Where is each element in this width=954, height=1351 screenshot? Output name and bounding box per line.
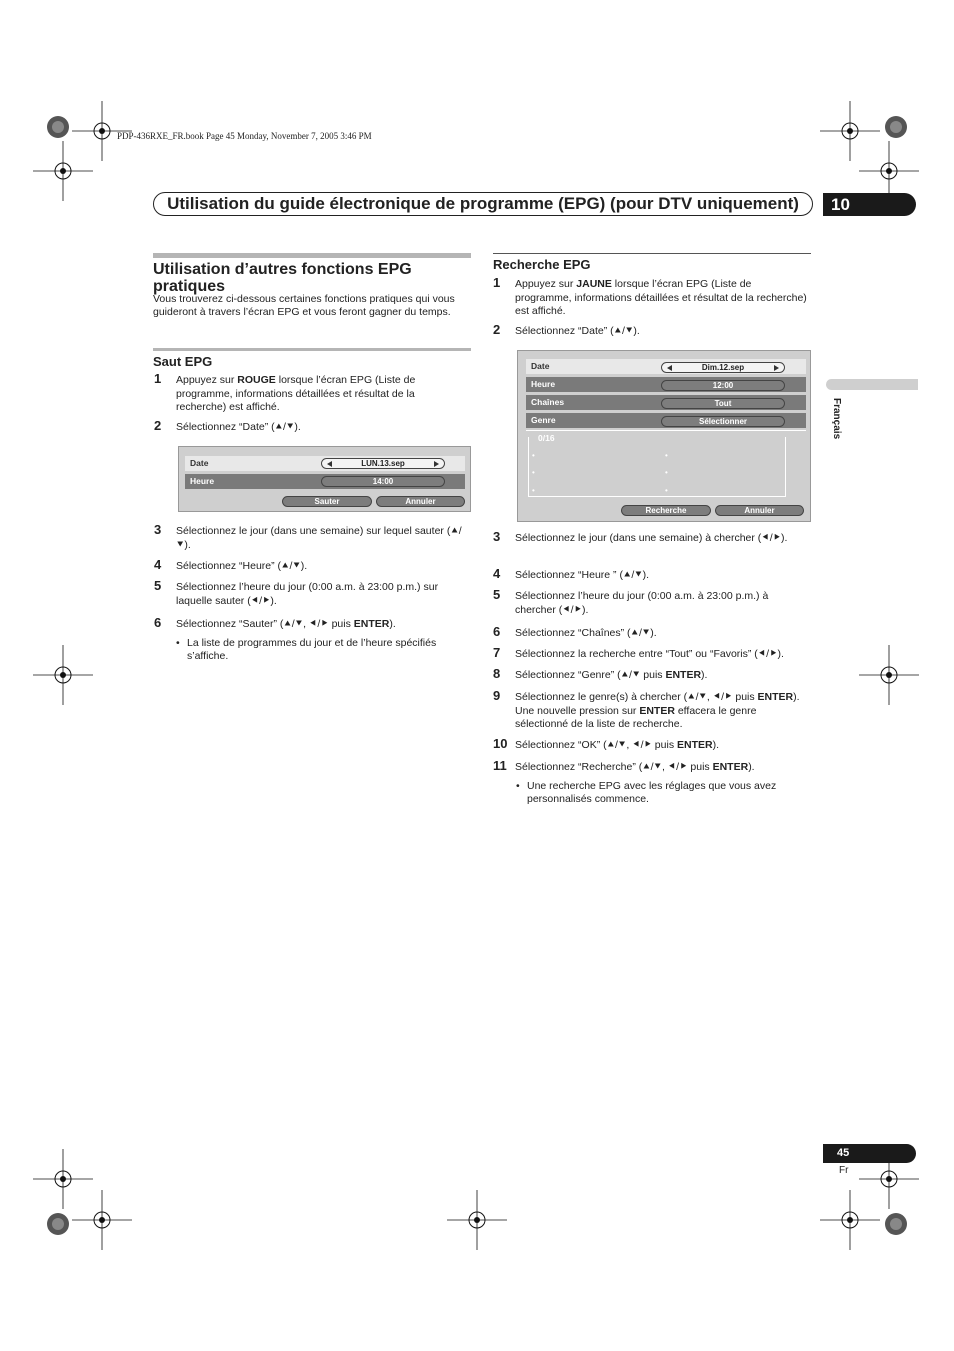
chapter-title: Utilisation du guide électronique de programme (EPG) (pour DTV uniquement) <box>153 192 813 216</box>
osd-heure-value[interactable]: 12:00 <box>661 380 785 391</box>
color-target-icon <box>884 1212 908 1236</box>
recherche-step-1: 1 Appuyez sur JAUNE lorsque l’écran EPG (Liste de programme, informations détaillées et résultat de la recherche) est affiché. <box>493 275 807 317</box>
recherche-step-5: 5 Sélectionnez l’heure du jour (0:00 a.m. à 23:00 p.m.) à chercher (⯇/⯈). <box>493 587 769 616</box>
color-target-icon <box>884 115 908 139</box>
registration-mark-icon <box>859 141 919 201</box>
recherche-step-10: 10 Sélectionnez “OK” (⯅/⯆, ⯇/⯈ puis ENTER). <box>493 736 719 751</box>
osd-date-row[interactable]: Date <box>526 359 806 374</box>
recherche-rule <box>493 253 811 254</box>
chapter-number: 10 <box>823 193 916 216</box>
section-title: Utilisation d’autres fonctions EPG pratiques <box>153 261 412 295</box>
recherche-step-7: 7 Sélectionnez la recherche entre “Tout” ou “Favoris” (⯇/⯈). <box>493 645 784 660</box>
osd-heure-row[interactable]: Heure <box>185 474 465 489</box>
osd-date-row[interactable]: Date <box>185 456 465 471</box>
language-code: Fr <box>839 1165 849 1176</box>
osd-genre-row[interactable]: Genre <box>526 413 806 428</box>
genre-count: 0/16 <box>538 433 555 443</box>
annuler-button[interactable]: Annuler <box>376 496 465 507</box>
registration-mark-icon <box>447 1190 507 1250</box>
language-tab <box>826 379 918 390</box>
osd-genre-value[interactable]: Sélectionner <box>661 416 785 427</box>
recherche-step-6: 6 Sélectionnez “Chaînes” (⯅/⯆). <box>493 624 657 639</box>
osd-divider <box>526 430 806 431</box>
genre-list-box <box>528 437 786 497</box>
sauter-button[interactable]: Sauter <box>282 496 372 507</box>
arrow-right-icon[interactable] <box>774 365 779 371</box>
recherche-step-2: 2 Sélectionnez “Date” (⯅/⯆). <box>493 322 640 337</box>
color-target-icon <box>46 1212 70 1236</box>
recherche-step-9: 9 Sélectionnez le genre(s) à chercher (⯅/⯆, ⯇/⯈ puis ENTER). Une nouvelle pression sur ENTER effacera le genre sélectionné de la liste de recherche. <box>493 688 800 730</box>
language-label: Français <box>831 398 842 440</box>
saut-step-5: 5 Sélectionnez l’heure du jour (0:00 a.m. à 23:00 p.m.) sur laquelle sauter (⯇/⯈). <box>154 578 439 607</box>
registration-mark-icon <box>33 645 93 705</box>
recherche-osd-panel <box>517 350 811 522</box>
saut-step-3: 3 Sélectionnez le jour (dans une semaine) sur lequel sauter (⯅/⯆). <box>154 522 462 551</box>
genre-bullet: • <box>665 468 668 477</box>
genre-bullet: • <box>532 451 535 460</box>
saut-step-4: 4 Sélectionnez “Heure” (⯅/⯆). <box>154 557 308 572</box>
recherche-epg-title: Recherche EPG <box>493 257 591 272</box>
osd-date-selector[interactable]: Dim.12.sep <box>661 362 785 373</box>
section-rule <box>153 253 471 258</box>
annuler-button[interactable]: Annuler <box>715 505 804 516</box>
osd-heure-value[interactable]: 14:00 <box>321 476 445 487</box>
genre-bullet: • <box>532 468 535 477</box>
subsection-rule <box>153 348 471 351</box>
osd-chaines-row[interactable]: Chaînes <box>526 395 806 410</box>
genre-bullet: • <box>532 486 535 495</box>
recherche-step-11: 11 Sélectionnez “Recherche” (⯅/⯆, ⯇/⯈ puis ENTER). <box>493 758 755 773</box>
genre-bullet: • <box>665 451 668 460</box>
osd-heure-row[interactable]: Heure <box>526 377 806 392</box>
genre-bullet: • <box>665 486 668 495</box>
saut-osd-panel <box>178 446 471 512</box>
arrow-right-icon[interactable] <box>434 461 439 467</box>
color-target-icon <box>46 115 70 139</box>
recherche-button[interactable]: Recherche <box>621 505 711 516</box>
file-info: PDP-436RXE_FR.book Page 45 Monday, November 7, 2005 3:46 PM <box>117 131 372 141</box>
recherche-step-4: 4 Sélectionnez “Heure ” (⯅/⯆). <box>493 566 650 581</box>
saut-step-1: 1 Appuyez sur ROUGE lorsque l’écran EPG (Liste de programme, informations détaillées et résultat de la recherche) est affiché. <box>154 371 416 413</box>
intro-text: Vous trouverez ci-dessous certaines fonctions pratiques qui vous guideront à travers l’écran EPG et vous feront gagner du temps. <box>153 293 455 318</box>
registration-mark-icon <box>33 141 93 201</box>
saut-step-2: 2 Sélectionnez “Date” (⯅/⯆). <box>154 418 301 433</box>
recherche-step-8: 8 Sélectionnez “Genre” (⯅/⯆ puis ENTER). <box>493 666 708 681</box>
recherche-bullet: • Une recherche EPG avec les réglages que vous avez personnalisés commence. <box>527 780 807 806</box>
osd-chaines-value[interactable]: Tout <box>661 398 785 409</box>
saut-bullet: • La liste de programmes du jour et de l’heure spécifiés s’affiche. <box>187 637 467 663</box>
page-number: 45 <box>823 1144 916 1163</box>
recherche-step-3: 3 Sélectionnez le jour (dans une semaine) à chercher (⯇/⯈). <box>493 529 788 544</box>
saut-step-6: 6 Sélectionnez “Sauter” (⯅/⯆, ⯇/⯈ puis ENTER). <box>154 615 396 630</box>
arrow-left-icon[interactable] <box>327 461 332 467</box>
registration-mark-icon <box>859 645 919 705</box>
registration-mark-icon <box>72 1190 132 1250</box>
saut-epg-title: Saut EPG <box>153 354 213 369</box>
arrow-left-icon[interactable] <box>667 365 672 371</box>
osd-date-selector[interactable]: LUN.13.sep <box>321 458 445 469</box>
